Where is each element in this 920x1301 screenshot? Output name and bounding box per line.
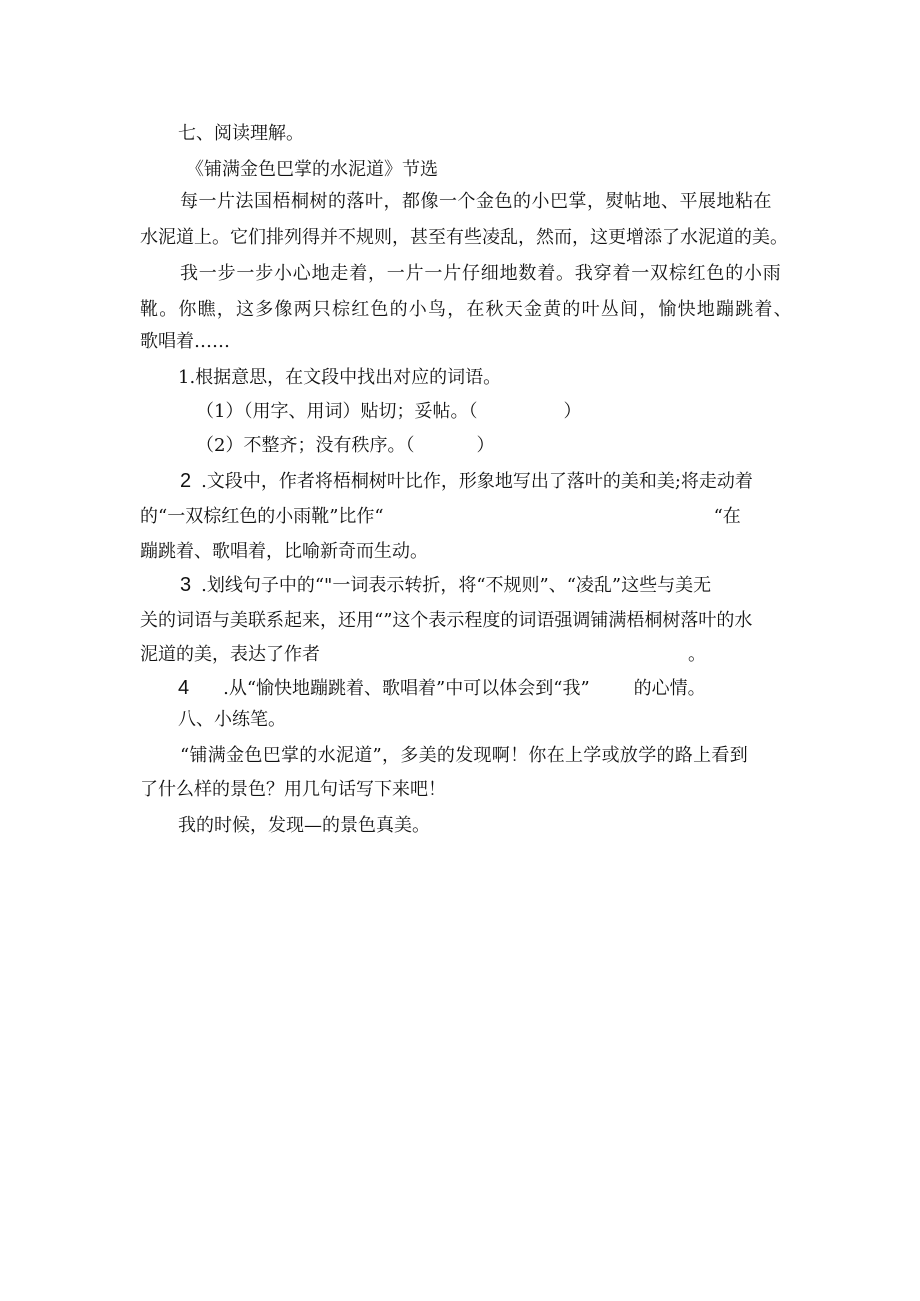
writing-prompt: 我的时候，发现—的景色真美。 (178, 815, 430, 836)
question-1-item-1-close: ） (563, 401, 582, 422)
question-2-number: 2 (180, 470, 192, 492)
section-7-heading: 七、阅读理解。 (178, 123, 304, 144)
question-4-text-b: 的心情。 (633, 678, 706, 699)
question-4-text-a: .从“愉快地蹦跳着、歌唱着”中可以体会到“我” (223, 678, 590, 699)
question-1-item-1-text: （1）（用字、用词）贴切；妥帖。（ (196, 401, 478, 422)
question-1-item-1 (196, 400, 581, 424)
question-1-stem: 1.根据意思，在文段中找出对应的词语。 (178, 367, 502, 388)
question-1-item-2-close: ） (476, 435, 495, 456)
passage-paragraph-1-line-2: 水泥道上。它们排列得并不规则，甚至有些凌乱，然而，这更增添了水泥道的美。 (140, 227, 788, 248)
question-4-number: 4 (178, 677, 190, 699)
question-2-text-2b: “在 (713, 506, 741, 527)
section-8-paragraph-line-1: “铺满金色巴掌的水泥道”，多美的发现啊！你在上学或放学的路上看到 (180, 745, 749, 766)
section-8-paragraph-line-2: 了什么样的景色？用几句话写下来吧！ (140, 779, 446, 800)
question-1-item-2-text: （2）不整齐；没有秩序。（ (196, 435, 415, 456)
passage-paragraph-2-line-3: 歌唱着…… (140, 331, 230, 352)
question-1-item-2 (196, 434, 494, 458)
question-3-text-1: .划线句子中的“"一词表示转折，将“不规则”、“凌乱”这些与美无 (201, 575, 712, 596)
question-3-number: 3 (180, 574, 192, 596)
question-3-text-3b: 。 (688, 644, 706, 665)
question-3-line-2: 关的词语与美联系起来，还用“”这个表示程度的词语强调铺满梧桐树落叶的水 (140, 610, 753, 631)
passage-paragraph-2-line-1: 我一步一步小心地走着，一片一片仔细地数着。我穿着一双棕红色的小雨 (180, 263, 782, 284)
question-4-line (178, 676, 706, 701)
passage-paragraph-2-line-2: 靴。你瞧，这多像两只棕红色的小鸟，在秋天金黄的叶丛间，愉快地蹦跳着、 (140, 299, 793, 320)
question-3-text-3a: 泥道的美，表达了作者 (140, 644, 320, 665)
section-8-heading: 八、小练笔。 (178, 709, 286, 730)
question-2-text-2a: 的“一双棕红色的小雨靴”比作“ (140, 506, 384, 527)
question-2-text-1: .文段中，作者将梧桐树叶比作，形象地写出了落叶的美和美;将走动着 (201, 471, 753, 492)
question-3-line-1 (180, 573, 711, 598)
question-3-line-3 (140, 643, 706, 667)
question-2-line-2 (140, 505, 741, 529)
passage-title: 《铺满金色巴掌的水泥道》节选 (186, 159, 438, 180)
question-2-line-1 (180, 469, 753, 494)
passage-paragraph-1-line-1: 每一片法国梧桐树的落叶，都像一个金色的小巴掌，熨帖地、平展地粘在 (180, 191, 772, 212)
question-2-line-3: 蹦跳着、歌唱着，比喻新奇而生动。 (140, 541, 428, 562)
